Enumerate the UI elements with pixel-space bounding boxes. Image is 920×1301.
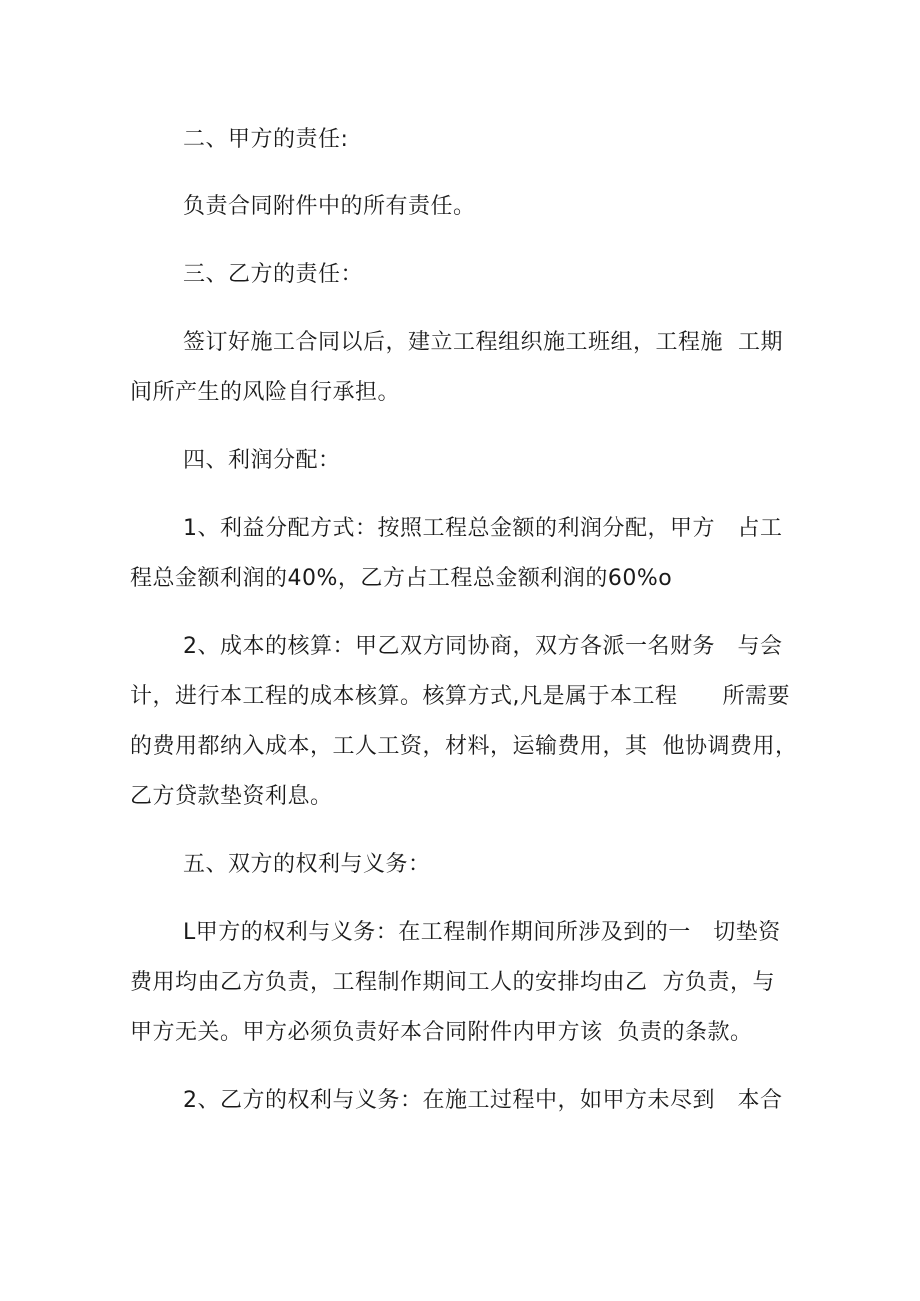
paragraph-line: 费用均由乙方负责，工程制作期间工人的安排均由乙 方负责，与 bbox=[130, 970, 775, 995]
paragraph-line: 甲方无关。甲方必须负责好本合同附件内甲方该 负责的条款。 bbox=[130, 1020, 753, 1045]
paragraph-line: 间所产生的风险自行承担。 bbox=[130, 380, 401, 405]
paragraph-line: 2、成本的核算：甲乙双方同协商，双方各派一名财务 与会 bbox=[183, 634, 783, 659]
paragraph-line: 1、利益分配方式：按照工程总金额的利润分配，甲方 占工 bbox=[183, 516, 783, 541]
paragraph-line: 2、乙方的权利与义务：在施工过程中，如甲方未尽到 本合 bbox=[183, 1088, 783, 1113]
paragraph-line: 乙方贷款垫资利息。 bbox=[130, 784, 333, 809]
heading-party-b-duty: 三、乙方的责任： bbox=[183, 262, 364, 287]
paragraph-line: 程总金额利润的40%，乙方占工程总金额利润的60%o bbox=[130, 566, 673, 591]
paragraph-line: 计，进行本工程的成本核算。核算方式,凡是属于本工程 所需要 bbox=[130, 684, 790, 709]
heading-profit-distribution: 四、利润分配： bbox=[183, 448, 341, 473]
heading-party-a-duty: 二、甲方的责任: bbox=[183, 127, 349, 152]
paragraph-line: 的费用都纳入成本，工人工资，材料，运输费用，其 他协调费用， bbox=[130, 734, 798, 759]
paragraph-party-a-duty: 负责合同附件中的所有责任。 bbox=[183, 194, 476, 219]
paragraph-line: 签订好施工合同以后，建立工程组织施工班组，工程施 工期 bbox=[183, 330, 783, 355]
paragraph-line: L甲方的权利与义务：在工程制作期间所涉及到的一 切垫资 bbox=[183, 920, 781, 945]
heading-rights-obligations: 五、双方的权利与义务： bbox=[183, 852, 431, 877]
